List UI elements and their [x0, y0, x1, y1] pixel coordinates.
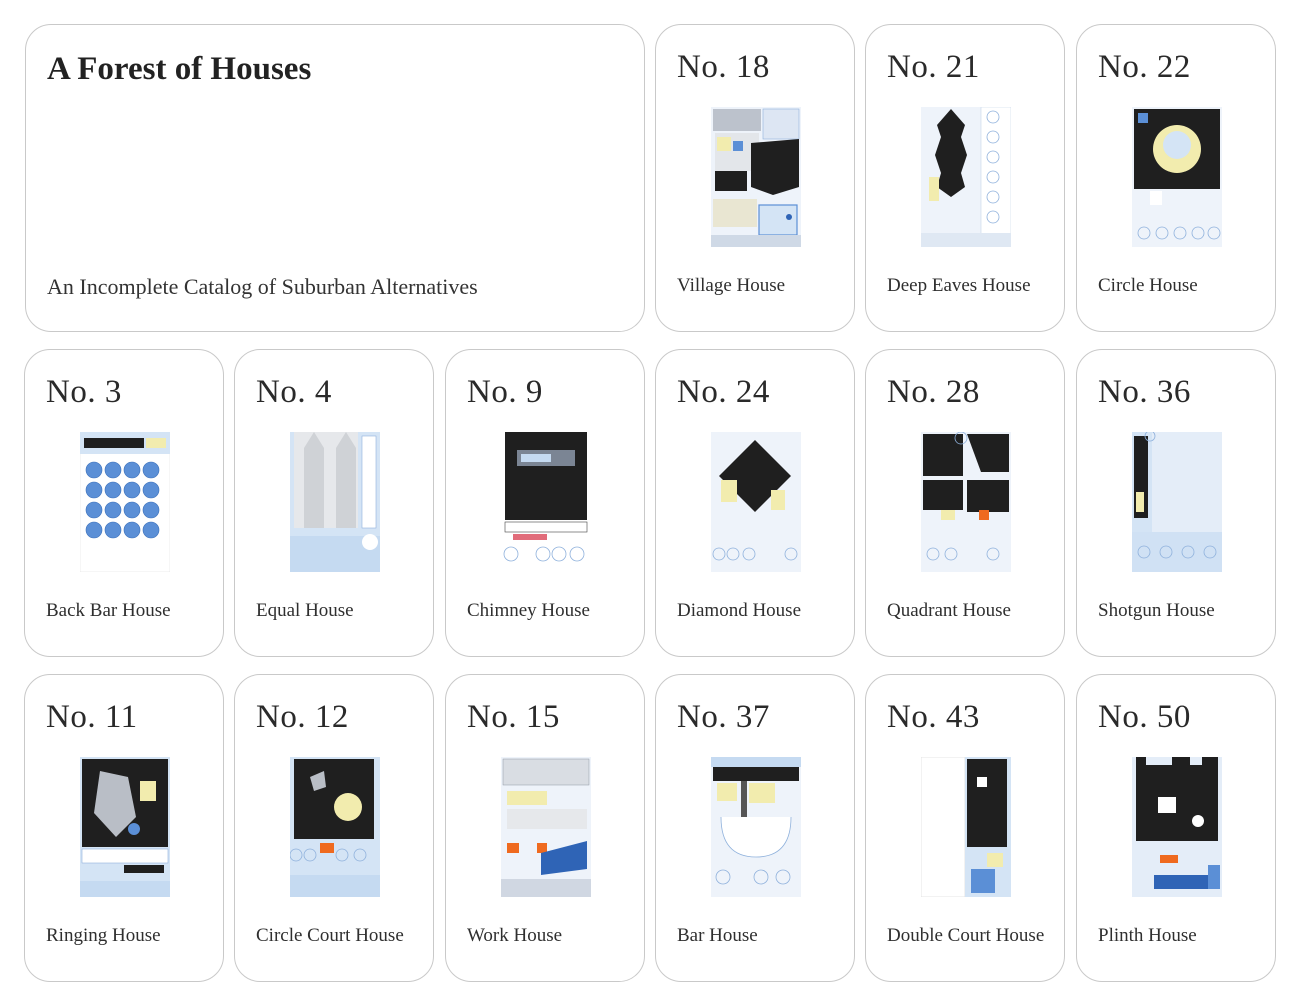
house-card-circle-court[interactable] [234, 674, 434, 982]
house-plan-drawing [501, 432, 591, 572]
house-name: Chimney House [467, 600, 590, 621]
house-plan-drawing [921, 432, 1011, 572]
house-plan-drawing [80, 432, 170, 572]
house-name: Double Court House [887, 925, 1045, 946]
house-number: No. 22 [1098, 49, 1191, 85]
house-name: Village House [677, 275, 786, 296]
house-card-equal[interactable] [234, 349, 434, 657]
house-number: No. 37 [677, 699, 770, 735]
house-plan-drawing [290, 757, 380, 897]
house-plan-drawing [921, 757, 1011, 897]
page-title: A Forest of Houses [47, 51, 312, 87]
house-number: No. 21 [887, 49, 980, 85]
page-subtitle: An Incomplete Catalog of Suburban Alternatives [47, 274, 478, 299]
house-number: No. 43 [887, 699, 980, 735]
house-name: Plinth House [1098, 925, 1197, 946]
house-card-plinth[interactable] [1076, 674, 1276, 982]
house-card-diamond[interactable] [655, 349, 855, 657]
house-card-deep-eaves[interactable] [865, 24, 1065, 332]
house-card-double-court[interactable] [865, 674, 1065, 982]
house-name: Equal House [256, 600, 354, 621]
house-plan-drawing [501, 757, 591, 897]
house-plan-drawing [711, 107, 801, 247]
house-card-back-bar[interactable] [24, 349, 224, 657]
house-name: Work House [467, 925, 563, 946]
house-number: No. 11 [46, 699, 138, 735]
house-plan-drawing [290, 432, 380, 572]
house-number: No. 12 [256, 699, 349, 735]
house-name: Bar House [677, 925, 758, 946]
house-plan-drawing [80, 757, 170, 897]
house-name: Deep Eaves House [887, 275, 1031, 296]
house-name: Shotgun House [1098, 600, 1215, 621]
house-number: No. 4 [256, 374, 332, 410]
house-card-work[interactable] [445, 674, 645, 982]
house-card-shotgun[interactable] [1076, 349, 1276, 657]
house-plan-drawing [711, 432, 801, 572]
house-plan-drawing [1132, 107, 1222, 247]
house-number: No. 15 [467, 699, 560, 735]
house-number: No. 36 [1098, 374, 1191, 410]
house-name: Circle House [1098, 275, 1198, 296]
house-number: No. 50 [1098, 699, 1191, 735]
house-number: No. 28 [887, 374, 980, 410]
house-name: Circle Court House [256, 925, 404, 946]
house-card-quadrant[interactable] [865, 349, 1065, 657]
house-number: No. 9 [467, 374, 543, 410]
house-plan-drawing [921, 107, 1011, 247]
house-name: Quadrant House [887, 600, 1011, 621]
house-card-ringing[interactable] [24, 674, 224, 982]
house-card-village[interactable] [655, 24, 855, 332]
house-number: No. 3 [46, 374, 122, 410]
house-card-circle[interactable] [1076, 24, 1276, 332]
house-card-bar[interactable] [655, 674, 855, 982]
house-plan-drawing [711, 757, 801, 897]
house-plan-drawing [1132, 757, 1222, 897]
title-card [25, 24, 645, 332]
house-name: Ringing House [46, 925, 161, 946]
house-number: No. 24 [677, 374, 770, 410]
house-plan-drawing [1132, 432, 1222, 572]
house-name: Diamond House [677, 600, 802, 621]
house-number: No. 18 [677, 49, 770, 85]
house-name: Back Bar House [46, 600, 171, 621]
house-card-chimney[interactable] [445, 349, 645, 657]
